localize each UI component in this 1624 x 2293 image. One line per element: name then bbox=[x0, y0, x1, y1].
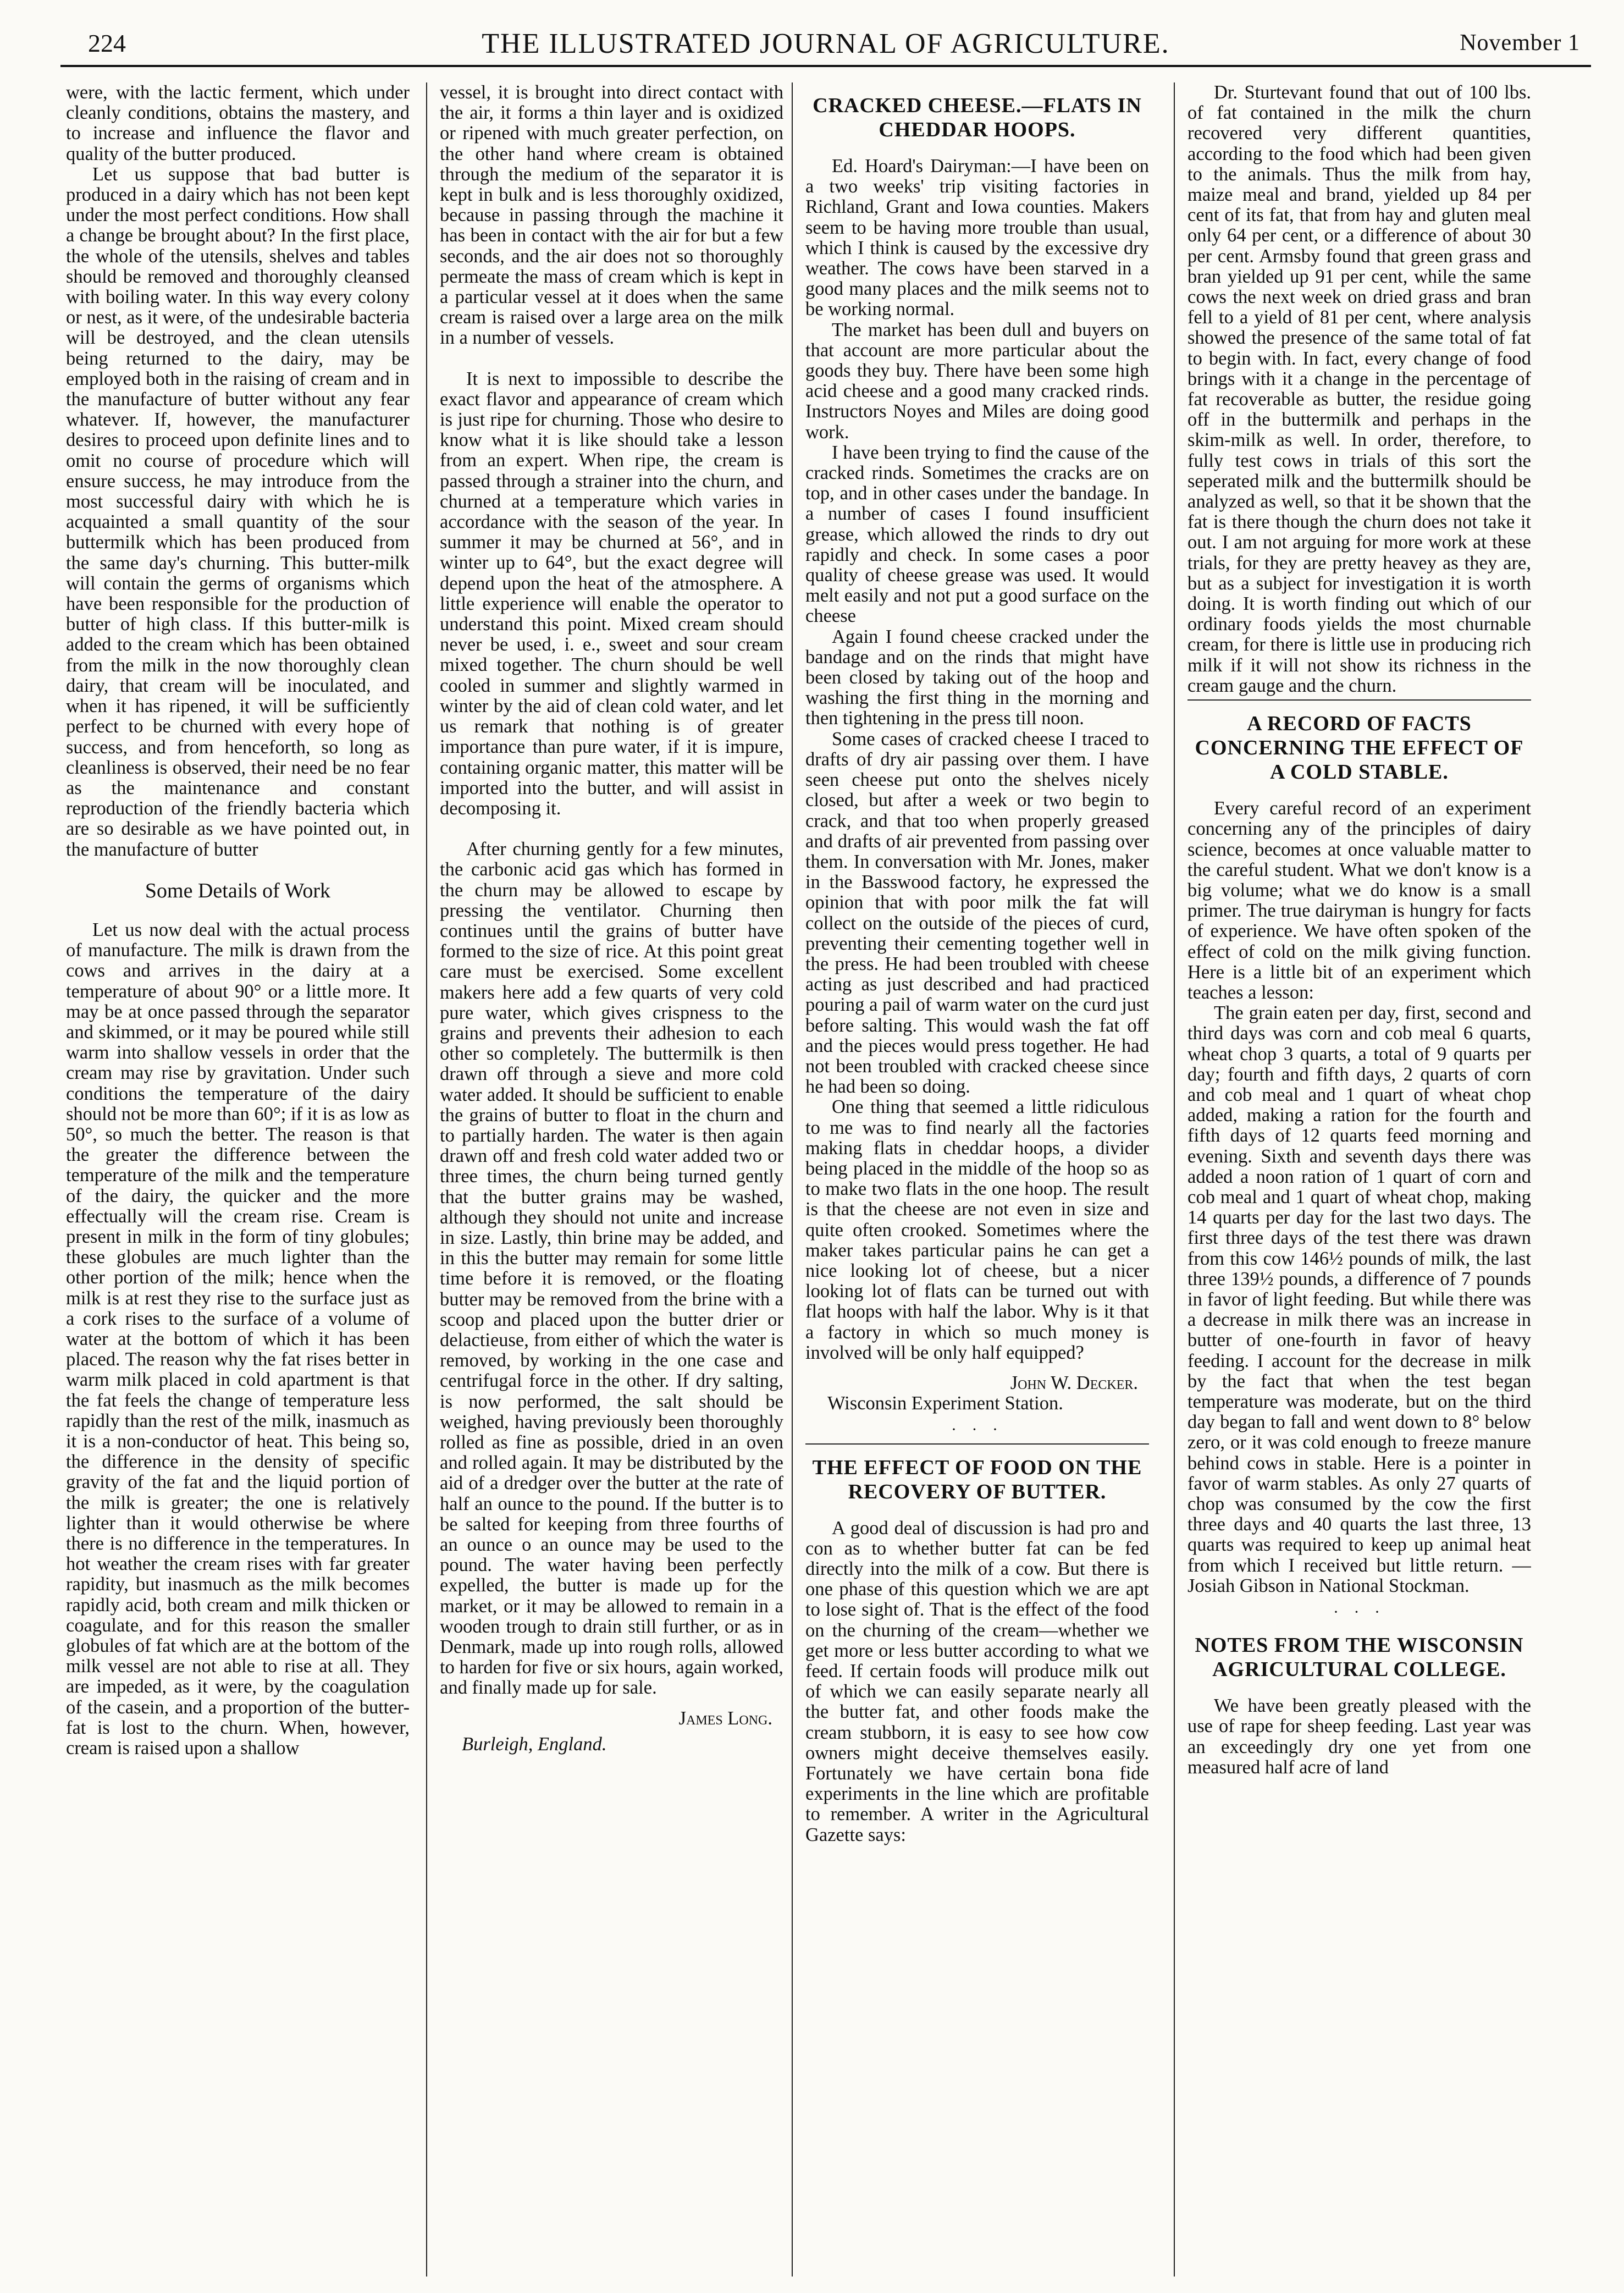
author-location: Burleigh, England. bbox=[462, 1733, 607, 1755]
article-heading: CRACKED CHEESE.—FLATS IN CHEDDAR HOOPS. bbox=[813, 94, 1142, 141]
author-affiliation: Wisconsin Experiment Station. bbox=[827, 1393, 1063, 1414]
issue-date: November 1 bbox=[1460, 30, 1580, 56]
paragraph: One thing that seemed a little ridiculous to me was to find nearly all the factories making flats in cheddar hoops, a divider being placed in the middle of the hoop so as to make two flats in the one hoop. The result is that the cheese are not even in size and quite often crooked. Sometimes where the maker takes particular pains he can get a nice looking lot of cheese, but a nicer looking lot of flats can be turned out with flat hoops with half the labor. Why is it that a factory in which so much money is involved will be only half equipped? bbox=[805, 1096, 1149, 1363]
author-signature: John W. Decker. bbox=[1010, 1372, 1138, 1393]
page-number: 224 bbox=[88, 29, 126, 57]
paragraph: Every careful record of an experiment concerning any of the principles of dairy science, becomes at once valuable matter to the careful student. What we don't know is a big volume; what we do know is a small primer. The true dairyman is hungry for facts of experience. We have often spoken of the effect of cold on the milk giving function. Here is a little bit of an experiment which teaches a lesson: bbox=[1187, 798, 1531, 1003]
page-header bbox=[60, 26, 1591, 67]
column-rule bbox=[792, 82, 793, 2277]
article-heading: A RECORD OF FACTS CONCERNING THE EFFECT OF A COLD STABLE. bbox=[1195, 712, 1524, 784]
paragraph: I have been trying to find the cause of the cracked rinds. Sometimes the cracks are on top, and in other cases under the bandage. In a number of cases I found insufficient grease, which allowed the rinds to dry out rapidly and check. In some cases a poor quality of cheese grease was used. It would melt easily and not put a good surface on the cheese bbox=[805, 442, 1149, 627]
paragraph: vessel, it is brought into direct contact with the air, it forms a thin layer and is oxidized or ripened with much greater perfection, on the other hand where cream is obtained through the medium of the separator it is kept in bulk and is less thoroughly oxidized, because in passing through the machine it has been in contact with the air for but a few seconds, and the air does not so thoroughly permeate the mass of cream which is kept in a particular vessel at it does when the same cream is raised over a large area on the milk in a number of vessels. bbox=[440, 82, 783, 349]
paragraph: A good deal of discussion is had pro and con as to whether butter fat can be fed directly into the milk of a cow. But there is one phase of this question which we are apt to lose sight of. That is the effect of the food on the churning of the cream—whether we get more or less butter according to what we feed. If certain foods will produce milk out of which we can easily separate nearly all the butter fat, and other foods make the cream stubborn, it is easy to see how cow owners might deceive themselves easily. Fortunately we have certain bona fide experiments in the line which are profitable to remember. A writer in the Agricultural Gazette says: bbox=[805, 1517, 1149, 1845]
journal-title: THE ILLUSTRATED JOURNAL OF AGRICULTURE. bbox=[482, 28, 1170, 59]
divider-rule bbox=[1187, 699, 1531, 701]
article-heading: NOTES FROM THE WISCONSIN AGRICULTURAL COLLEGE. bbox=[1195, 1634, 1524, 1682]
paragraph: Again I found cheese cracked under the bandage and on the rinds that might have been closed by taking out of the hoop and washing the first thing in the morning and then tightening in the press till noon. bbox=[805, 626, 1149, 729]
paragraph: Let us suppose that bad butter is produced in a dairy which has not been kept under the most perfect conditions. How shall a change be brought about? In the first place, the whole of the utensils, shelves and tables should be removed and thoroughly cleansed with boiling water. In this way every colony or nest, as it were, of the undesirable bacteria will be destroyed, and the clean utensils being returned to the dairy, may be employed both in the raising of cream and in the manufacture of butter without any fear whatever. If, however, the manufacturer desires to proceed upon definite lines and to omit no course of procedure which will ensure success, he may introduce from the most successful dairy with which he is acquainted a small quantity of the sour buttermilk which has been produced from the same day's churning. This butter-milk will contain the germs of organisms which have been responsible for the production of butter of high class. If this butter-milk is added to the cream which has been obtained from the milk in the now thoroughly clean dairy, that cream will be inoculated, and when it has ripened, it will be sufficiently perfect to be churned with every hope of success, and from henceforth, so long as cleanliness is observed, their need be no fear as the maintenance and constant reproduction of the friendly bacteria which are so desirable as we have pointed out, in the manufacture of butter bbox=[66, 163, 410, 860]
section-divider: · · · bbox=[1333, 1603, 1385, 1622]
paragraph: The market has been dull and buyers on that account are more particular about the goods they buy. There have been some high acid cheese and a good many cracked rinds. Instructors Noyes and Miles are doing good work. bbox=[805, 319, 1149, 443]
column-2 bbox=[440, 82, 783, 2277]
column-4 bbox=[1187, 82, 1531, 2277]
column-1 bbox=[66, 82, 410, 2277]
column-3 bbox=[805, 82, 1149, 2277]
paragraph: It is next to impossible to describe the exact flavor and appearance of cream which is just ripe for churning. Those who desire to know what it is like should take a lesson from an expert. When ripe, the cream is passed through a strainer into the churn, and churned at a temperature which varies in accordance with the season of the year. In summer it may be churned at 56°, and in winter up to 64°, but the exact degree will depend upon the heat of the atmosphere. A little experience will enable the operator to understand this point. Mixed cream should never be used, i. e., sweet and sour cream mixed together. The churn should be well cooled in summer and slightly warmed in winter by the aid of clean cold water, and let us remark that nothing is of greater importance than pure water, if it is impure, containing organic matter, this matter will be imported into the butter, and will assist in decomposing it. bbox=[440, 368, 783, 819]
divider-rule bbox=[805, 1443, 1149, 1445]
author-signature: James Long. bbox=[678, 1707, 772, 1729]
subheading: Some Details of Work bbox=[145, 879, 331, 902]
column-rule bbox=[1174, 82, 1175, 2277]
paragraph: Ed. Hoard's Dairyman:—I have been on a two weeks' trip visiting factories in Richland, Grant and Iowa counties. Makers seem to be having more trouble than usual, which I think is caused by the excessive dry weather. The cows have been starved in a good many places and the milk seems not to be working normal. bbox=[805, 156, 1149, 320]
paragraph: Some cases of cracked cheese I traced to drafts of dry air passing over them. I have seen cheese put onto the shelves nicely closed, but after a week or two begin to crack, and that too when properly greased and drafts of air prevented from passing over them. In conversation with Mr. Jones, maker in the Basswood factory, he expressed the opinion that with poor milk the fat will collect on the outside of the pieces of curd, preventing their cementing together well in the press. He had been troubled with cheese acting as just described and had practiced pouring a pail of warm water on the curd just before salting. This would wash the fat off and the pieces would press together. He had not been troubled with cracked cheese since he had been so doing. bbox=[805, 728, 1149, 1098]
paragraph: were, with the lactic ferment, which under cleanly conditions, obtains the mastery, and to increase and influence the flavor and quality of the butter produced. bbox=[66, 82, 410, 164]
paragraph: After churning gently for a few minutes, the carbonic acid gas which has formed in the churn may be allowed to escape by pressing the ventilator. Churning then continues until the grains of butter have formed to the size of rice. At this point great care must be exercised. Some excellent makers here add a few quarts of very cold pure water, which gives crispness to the grains and prevents their adhesion to each other so completely. The buttermilk is then drawn off through a sieve and more cold water added. It should be sufficient to enable the grains of butter to float in the churn and to partially harden. The water is then again drawn off and fresh cold water added two or three times, the churn being turned gently that the butter grains may be washed, although they should not unite and increase in size. Lastly, thin brine may be added, and in this the butter may remain for some little time before it is removed, or the floating butter may be removed from the brine with a scoop and placed upon the butter drier or delactieuse, from either of which the water is removed, by working in the one case and centrifugal force in the other. If dry salting, is now performed, the salt should be weighed, having previously been thoroughly rolled as fine as possible, dried in an oven and rolled again. It may be distributed by the aid of a dredger over the butter at the rate of half an ounce to the pound. If the butter is to be salted for keeping from three fourths of an ounce o an ounce may be used to the pound. The water having been perfectly expelled, the butter is made up for the market, or it may be allowed to remain in a wooden trough to drain still further, or as in Denmark, made up into rough rolls, allowed to harden for five or six hours, again worked, and finally made up for sale. bbox=[440, 839, 783, 1699]
paragraph: The grain eaten per day, first, second and third days was corn and cob meal 6 quarts, wheat chop 3 quarts, a total of 9 quarts per day; fourth and fifth days, 2 quarts of corn and cob meal and 1 quart of wheat chop added, making a ration for the fourth and fifth days of 12 quarts feed morning and evening. Sixth and seventh days there was added a noon ration of 1 quart of corn and cob meal and 1 quart of wheat chop, making 14 quarts per day for the last two days. The first three days of the test there was drawn from this cow 146½ pounds of milk, the last three 139½ pounds, a difference of 7 pounds in favor of light feeding. But while there was a decrease in milk there was an increase in butter of one-fourth in favor of heavy feeding. I account for the decrease in milk by the fact that when the test began temperature was moderate, but on the third day began to fall and went down to 8° below zero, or it was cold enough to freeze manure behind cows in stable. Here is a pointer in favor of warm stables. As only 27 quarts of chop was consumed by the cow the first three days and 40 quarts the last three, 13 quarts was required to keep up animal heat from which I received but little return. — Josiah Gibson in National Stockman. bbox=[1187, 1002, 1531, 1596]
column-rule bbox=[426, 82, 427, 2277]
article-heading: THE EFFECT OF FOOD ON THE RECOVERY OF BUTTER. bbox=[812, 1456, 1142, 1503]
paragraph: Let us now deal with the actual process of manufacture. The milk is drawn from the cows and arrives in the dairy at a temperature of about 90° or a little more. It may be at once passed through the separator and skimmed, or it may be poured while still warm into shallow vessels in order that the cream may rise by gravitation. Under such conditions the temperature of the dairy should not be more than 60°; if it is as low as 50°, so much the better. The reason is that the greater the difference between the temperature of the milk and the temperature of the dairy, the quicker and the more effectually will the cream rise. Cream is present in milk in the form of tiny globules; these globules are much lighter than the other portion of the milk; hence when the milk is at rest they rise to the surface just as a cork rises to the surface of a volume of water at the bottom of which it has been placed. The reason why the fat rises better in warm milk placed in cold apartment is that the fat feels the change of temperature less rapidly than the rest of the milk, inasmuch as it is a non-conductor of heat. This being so, the difference in the density of specific gravity of the fat and the liquid portion of the milk is greater; the one is relatively lighter than it would otherwise be where there is no difference in the temperatures. In hot weather the cream rises with far greater rapidity, but inasmuch as the milk becomes rapidly acid, both cream and milk thicken or coagulate, and for this reason the smaller globules of fat which are at the bottom of the milk vessel are not able to rise at all. They are impeded, as it were, by the coagulation of the casein, and a proportion of the butter-fat is lost to the churn. When, however, cream is raised upon a shallow bbox=[66, 919, 410, 1759]
paragraph: Dr. Sturtevant found that out of 100 lbs. of fat contained in the milk the churn recovered very different quantities, according to the food which had been given to the animals. Thus the milk from hay, maize meal and brand, yielded up 84 per cent of its fat, that from hay and gluten meal only 64 per cent, or a difference of about 30 per cent. Armsby found that green grass and bran yielded up 91 per cent, while the same cows the next week on dried grass and bran fell to a yield of 81 per cent, where analysis showed the presence of the same total of fat to begin with. In fact, every change of food brings with it a change in the percentage of fat recoverable as butter, the residue going off in the buttermilk and perhaps in the skim-milk as well. In order, therefore, to fully test cows in trials of this sort the seperated milk and the buttermilk should be analyzed as well, so that it be shown that the fat is there though the churn does not take it out. I am not arguing for more work at these trials, for they are pretty heavey as they are, but as a subject for investigation it is worth doing. It is worth finding out which of our ordinary foods yields the most churnable cream, for there is little use in producing rich milk if it will not show its richness in the cream gauge and the churn. bbox=[1187, 82, 1531, 696]
section-divider: · · · bbox=[951, 1420, 1003, 1439]
paragraph: We have been greatly pleased with the use of rape for sheep feeding. Last year was an exceedingly dry one yet from one measured half acre of land bbox=[1187, 1695, 1531, 1778]
